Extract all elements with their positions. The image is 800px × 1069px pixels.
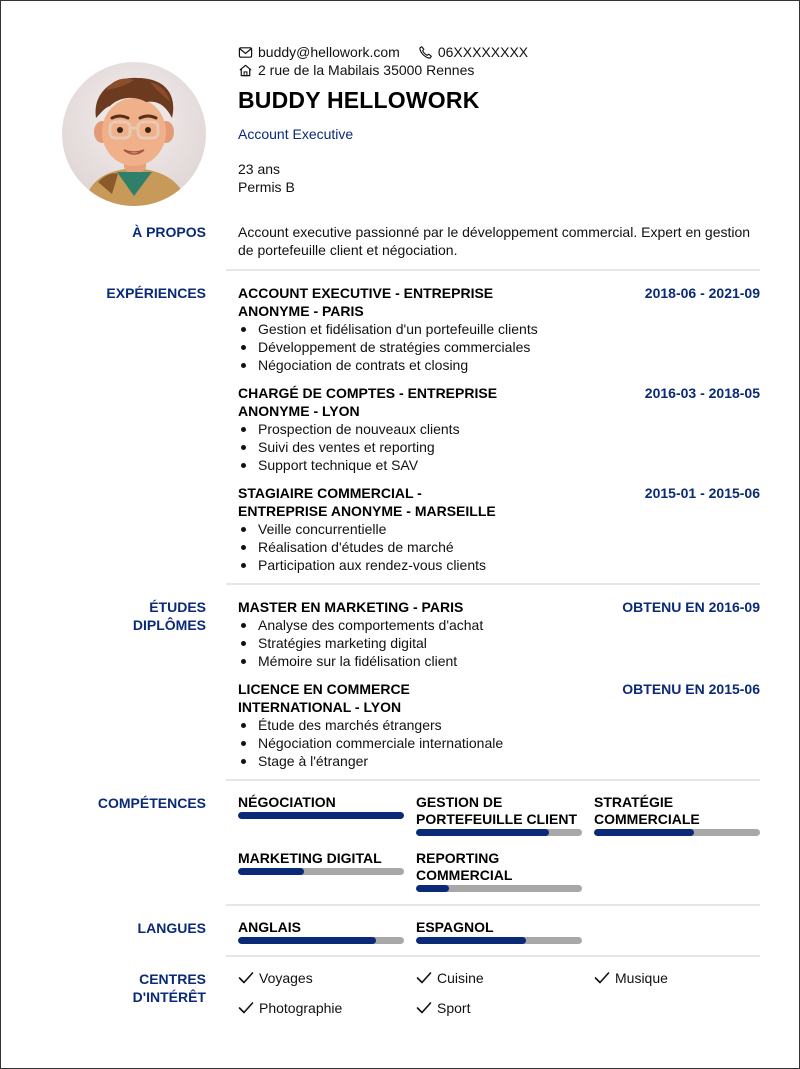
interest-item: [238, 970, 313, 986]
skill-bar-fill: [594, 829, 694, 836]
job-title: Account Executive: [238, 126, 354, 142]
experience-bullets: [238, 420, 760, 474]
personal-info: [238, 160, 295, 196]
list-item: Stage à l'étranger: [238, 752, 760, 770]
interest-label: Sport: [437, 1000, 471, 1016]
skill-item: [416, 794, 582, 836]
section-label-about: À PROPOS: [132, 224, 206, 240]
interest-label: Photographie: [259, 1000, 343, 1016]
experience-bullets: [238, 520, 760, 574]
experience-entry: [238, 284, 760, 374]
skill-item: [594, 794, 760, 836]
education-entry: [238, 680, 760, 770]
avatar-illustration: [62, 62, 206, 206]
experience-entry: [238, 384, 760, 474]
age: 23 ans: [238, 161, 281, 177]
check-icon: [238, 971, 254, 985]
list-item: Négociation commerciale internationale: [238, 734, 760, 752]
skill-name: MARKETING DIGITAL: [238, 850, 382, 866]
interest-item: [416, 970, 484, 986]
email-item[interactable]: [238, 44, 400, 60]
language-name: ANGLAIS: [238, 919, 301, 935]
interest-label: Cuisine: [437, 970, 484, 986]
list-item: Développement de stratégies commerciales: [238, 338, 760, 356]
education-date: OBTENU EN 2015-06: [622, 681, 760, 697]
list-item: Prospection de nouveaux clients: [238, 420, 760, 438]
interest-label: Voyages: [259, 970, 313, 986]
skill-bar-fill: [416, 829, 549, 836]
experience-entry: [238, 484, 760, 574]
contact-block: [238, 43, 546, 79]
skill-name: NÉGOCIATION: [238, 794, 336, 810]
interest-item: [416, 1000, 470, 1016]
skill-bar: [416, 885, 582, 892]
experience-title: ACCOUNT EXECUTIVE - ENTREPRISE ANONYME - PARIS: [238, 285, 494, 319]
interest-item: [238, 1000, 342, 1016]
language-bar: [416, 937, 582, 944]
email-text: buddy@hellowork.com: [258, 44, 400, 60]
education-bullets: [238, 716, 760, 770]
section-label-languages: LANGUES: [137, 920, 206, 936]
experience-date: 2016-03 - 2018-05: [644, 385, 760, 401]
education-title: MASTER EN MARKETING - PARIS: [238, 599, 464, 615]
interest-item: [594, 970, 668, 986]
phone-icon: [418, 45, 433, 60]
skill-bar-fill: [238, 812, 404, 819]
section-label-line: DIPLÔMES: [132, 617, 206, 633]
list-item: Réalisation d'études de marché: [238, 538, 760, 556]
section-divider: [226, 779, 760, 781]
section-label-education: [1, 598, 206, 634]
check-icon: [594, 971, 610, 985]
contact-line-1: [238, 43, 546, 61]
address-text: 2 rue de la Mabilais 35000 Rennes: [258, 62, 475, 78]
section-label-experiences: EXPÉRIENCES: [106, 285, 206, 301]
list-item: Étude des marchés étrangers: [238, 716, 760, 734]
section-label-line: CENTRES: [139, 971, 206, 987]
skill-bar: [594, 829, 760, 836]
list-item: Gestion et fidélisation d'un portefeuille clients: [238, 320, 760, 338]
education-bullets: [238, 616, 760, 670]
address-item: [238, 62, 474, 78]
skill-bar-fill: [416, 885, 449, 892]
check-icon: [238, 1001, 254, 1015]
section-divider: [226, 583, 760, 585]
education-date: OBTENU EN 2016-09: [622, 599, 760, 615]
section-divider: [226, 269, 760, 271]
check-icon: [416, 971, 432, 985]
skill-name: STRATÉGIE COMMERCIALE: [594, 794, 700, 827]
skill-item: [238, 794, 404, 819]
driving-license: Permis B: [238, 179, 295, 195]
skill-bar: [416, 829, 582, 836]
list-item: Support technique et SAV: [238, 456, 760, 474]
check-icon: [416, 1001, 432, 1015]
home-icon: [238, 63, 253, 78]
list-item: Veille concurrentielle: [238, 520, 760, 538]
about-text: Account executive passionné par le développement commercial. Expert en gestion de portefeuille client et négociation.: [238, 224, 751, 258]
section-label-skills: COMPÉTENCES: [97, 795, 206, 811]
list-item: Mémoire sur la fidélisation client: [238, 652, 760, 670]
phone-text: 06XXXXXXXX: [437, 44, 529, 60]
skill-item: [238, 850, 404, 875]
skill-name: GESTION DE PORTEFEUILLE CLIENT: [416, 794, 577, 827]
education-title: LICENCE EN COMMERCE INTERNATIONAL - LYON: [238, 681, 410, 715]
section-label-line: ÉTUDES: [149, 599, 206, 615]
section-label-line: D'INTÉRÊT: [132, 989, 206, 1005]
phone-item[interactable]: [418, 44, 528, 60]
interest-label: Musique: [615, 970, 668, 986]
skill-bar-fill: [238, 868, 304, 875]
list-item: Participation aux rendez-vous clients: [238, 556, 760, 574]
experience-title: CHARGÉ DE COMPTES - ENTREPRISE ANONYME - LYON: [238, 385, 498, 419]
language-bar-fill: [238, 937, 376, 944]
mail-icon: [238, 45, 253, 60]
experience-date: 2018-06 - 2021-09: [644, 285, 760, 301]
skill-bar: [238, 812, 404, 819]
education-entry: [238, 598, 760, 670]
experience-title: STAGIAIRE COMMERCIAL - ENTREPRISE ANONYME - MARSEILLE: [238, 485, 496, 519]
candidate-name: BUDDY HELLOWORK: [238, 87, 480, 113]
list-item: Suivi des ventes et reporting: [238, 438, 760, 456]
section-divider: [226, 955, 760, 957]
experience-bullets: [238, 320, 760, 374]
section-divider: [226, 904, 760, 906]
list-item: Négociation de contrats et closing: [238, 356, 760, 374]
list-item: Stratégies marketing digital: [238, 634, 760, 652]
language-bar-fill: [416, 937, 526, 944]
language-item: [238, 919, 404, 944]
experience-date: 2015-01 - 2015-06: [644, 485, 760, 501]
language-bar: [238, 937, 404, 944]
list-item: Analyse des comportements d'achat: [238, 616, 760, 634]
avatar: [62, 62, 206, 206]
skill-bar: [238, 868, 404, 875]
language-name: ESPAGNOL: [416, 919, 494, 935]
skill-item: [416, 850, 582, 892]
section-label-interests: [1, 970, 206, 1006]
language-item: [416, 919, 582, 944]
contact-line-2: [238, 61, 546, 79]
skill-name: REPORTING COMMERCIAL: [416, 850, 513, 883]
